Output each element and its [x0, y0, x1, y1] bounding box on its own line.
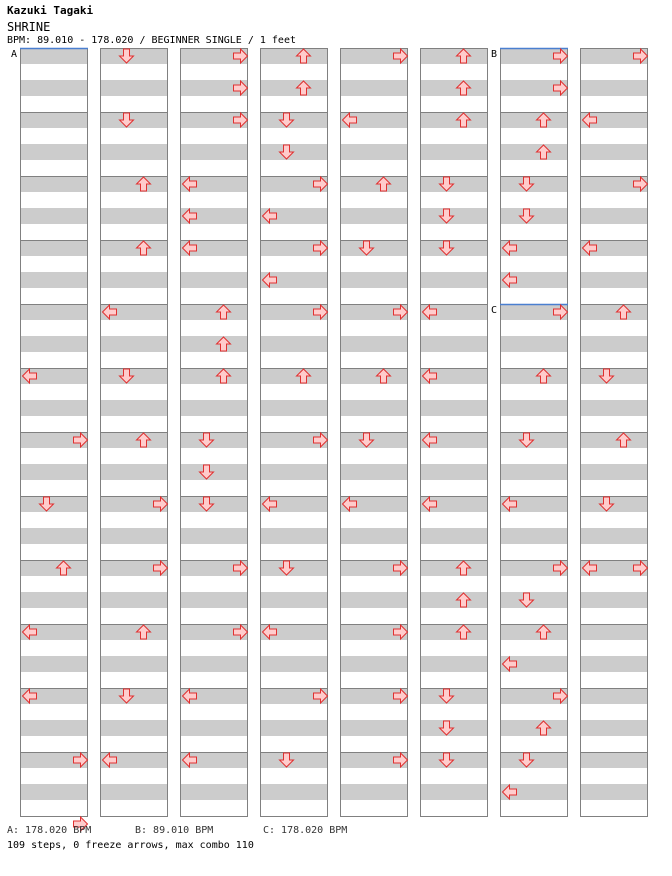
- beat-band: [580, 272, 648, 288]
- beat-band: [340, 208, 408, 224]
- beat-band: [420, 624, 488, 640]
- beat-band: [420, 528, 488, 544]
- beat-band: [100, 400, 168, 416]
- beat-band: [180, 784, 248, 800]
- bpm-a-label: A: 178.020 BPM: [7, 825, 92, 836]
- beat-band: [20, 144, 88, 160]
- chart-column: [20, 48, 88, 817]
- beat-band: [500, 624, 568, 640]
- song-title: SHRINE: [7, 20, 51, 34]
- beat-band: [180, 368, 248, 384]
- bpm-marker-a: A: [11, 49, 18, 60]
- beat-band: [340, 720, 408, 736]
- beat-band: [260, 80, 328, 96]
- beat-band: [340, 592, 408, 608]
- beat-band: [260, 592, 328, 608]
- beat-band: [500, 464, 568, 480]
- beat-band: [340, 400, 408, 416]
- chart-column: [100, 48, 168, 817]
- beat-band: [580, 592, 648, 608]
- beat-band: [580, 304, 648, 320]
- beat-band: [20, 784, 88, 800]
- beat-band: [500, 400, 568, 416]
- beat-band: [260, 528, 328, 544]
- beat-band: [340, 336, 408, 352]
- beat-band: [100, 720, 168, 736]
- beat-band: [180, 144, 248, 160]
- beat-band: [340, 368, 408, 384]
- beat-band: [500, 336, 568, 352]
- beat-band: [100, 784, 168, 800]
- beat-band: [580, 784, 648, 800]
- beat-band: [260, 336, 328, 352]
- beat-band: [580, 144, 648, 160]
- beat-band: [420, 48, 488, 64]
- beat-band: [260, 368, 328, 384]
- beat-band: [260, 400, 328, 416]
- beat-band: [580, 464, 648, 480]
- beat-band: [20, 720, 88, 736]
- beat-band: [340, 464, 408, 480]
- beat-band: [500, 720, 568, 736]
- beat-band: [500, 112, 568, 128]
- chart-column: [340, 48, 408, 817]
- bpm-marker-b: B: [491, 49, 498, 60]
- bpm-legend: [7, 825, 347, 836]
- beat-band: [180, 272, 248, 288]
- beat-band: [260, 464, 328, 480]
- beat-band: [580, 528, 648, 544]
- beat-band: [20, 592, 88, 608]
- beat-band: [180, 720, 248, 736]
- beat-band: [100, 432, 168, 448]
- beat-band: [100, 272, 168, 288]
- beat-band: [100, 208, 168, 224]
- beat-band: [420, 464, 488, 480]
- beat-band: [180, 528, 248, 544]
- chart-column: [580, 48, 648, 817]
- beat-band: [20, 48, 88, 64]
- beat-band: [100, 240, 168, 256]
- beat-band: [180, 336, 248, 352]
- beat-band: [420, 592, 488, 608]
- beat-band: [260, 48, 328, 64]
- beat-band: [340, 144, 408, 160]
- beat-band: [580, 752, 648, 768]
- bpm-c-label: C: 178.020 BPM: [263, 825, 348, 836]
- beat-band: [580, 336, 648, 352]
- chart-column: [420, 48, 488, 817]
- beat-band: [340, 176, 408, 192]
- beat-band: [340, 80, 408, 96]
- beat-band: [100, 144, 168, 160]
- beat-band: [420, 112, 488, 128]
- beat-band: [340, 784, 408, 800]
- beat-band: [420, 784, 488, 800]
- beat-band: [580, 208, 648, 224]
- beat-band: [260, 720, 328, 736]
- beat-band: [100, 464, 168, 480]
- beat-band: [20, 272, 88, 288]
- beat-band: [100, 656, 168, 672]
- beat-band: [20, 400, 88, 416]
- beat-band: [100, 528, 168, 544]
- beat-band: [580, 624, 648, 640]
- beat-band: [100, 336, 168, 352]
- beat-band: [180, 400, 248, 416]
- beat-band: [580, 688, 648, 704]
- beat-band: [180, 304, 248, 320]
- beat-band: [580, 80, 648, 96]
- bpm-marker-c: C: [491, 305, 498, 316]
- beat-band: [420, 560, 488, 576]
- step-stats: 109 steps, 0 freeze arrows, max combo 110: [7, 840, 254, 851]
- beat-band: [20, 560, 88, 576]
- beat-band: [20, 336, 88, 352]
- beat-band: [260, 784, 328, 800]
- beat-band: [500, 368, 568, 384]
- beat-band: [20, 176, 88, 192]
- beat-band: [20, 208, 88, 224]
- beat-band: [420, 144, 488, 160]
- beat-band: [20, 304, 88, 320]
- beat-band: [100, 592, 168, 608]
- artist-name: Kazuki Tagaki: [7, 4, 94, 17]
- beat-band: [580, 720, 648, 736]
- beat-band: [420, 400, 488, 416]
- beat-band: [20, 112, 88, 128]
- beat-band: [340, 528, 408, 544]
- bpm-b-label: B: 89.010 BPM: [135, 825, 214, 836]
- beat-band: [500, 528, 568, 544]
- beat-band: [20, 80, 88, 96]
- beat-band: [580, 656, 648, 672]
- chart-column: [260, 48, 328, 817]
- beat-band: [20, 240, 88, 256]
- beat-band: [420, 656, 488, 672]
- beat-band: [580, 432, 648, 448]
- beat-band: [20, 528, 88, 544]
- beat-band: [180, 656, 248, 672]
- beat-band: [420, 80, 488, 96]
- chart-column: [180, 48, 248, 817]
- beat-band: [260, 656, 328, 672]
- beat-band: [20, 656, 88, 672]
- beat-band: [580, 400, 648, 416]
- beat-band: [340, 272, 408, 288]
- chart-column: [500, 48, 568, 817]
- beat-band: [420, 336, 488, 352]
- beat-band: [420, 272, 488, 288]
- beat-band: [100, 80, 168, 96]
- beat-band: [20, 464, 88, 480]
- beat-band: [500, 144, 568, 160]
- beat-band: [340, 656, 408, 672]
- chart-info: BPM: 89.010 - 178.020 / BEGINNER SINGLE / 1 feet: [7, 35, 296, 46]
- beat-band: [100, 624, 168, 640]
- beat-band: [100, 176, 168, 192]
- beat-band: [180, 592, 248, 608]
